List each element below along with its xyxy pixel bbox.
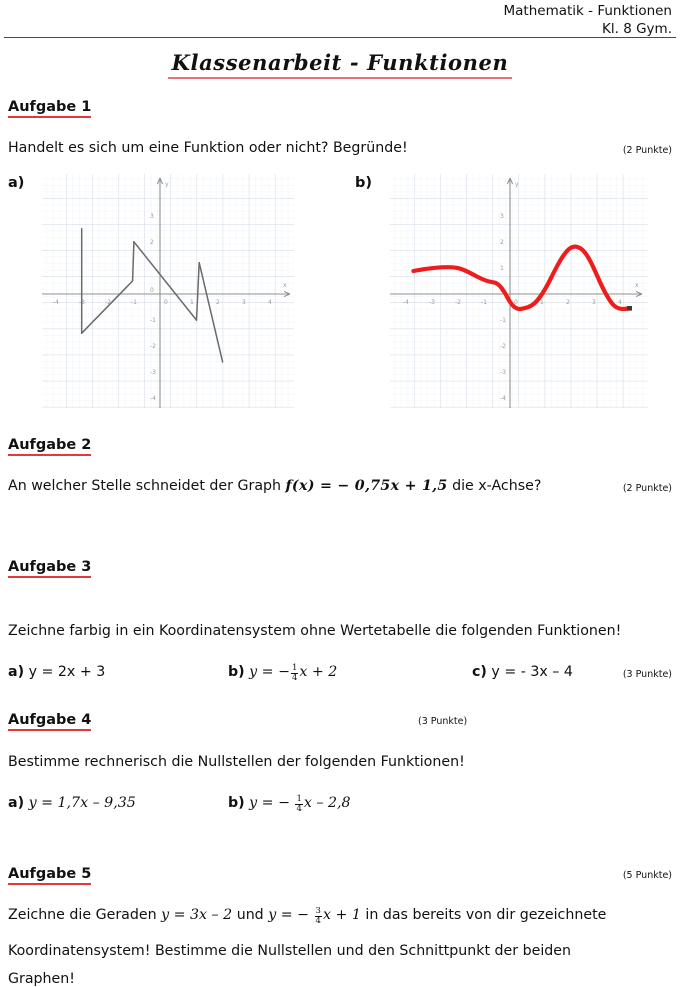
task-4-item-b-formula-post: x – 2,8 bbox=[303, 795, 351, 812]
task-3-item-a bbox=[8, 664, 105, 680]
svg-text:-3: -3 bbox=[150, 369, 156, 376]
task-5-line1-pre: Zeichne die Geraden bbox=[8, 907, 162, 924]
task-5-line-1 bbox=[8, 907, 606, 925]
graph-b-svg bbox=[388, 172, 650, 410]
document-header bbox=[504, 2, 673, 38]
svg-text:0: 0 bbox=[514, 299, 518, 306]
task-3-item-b bbox=[228, 664, 337, 682]
task-3-item-a-formula: y = 2x + 3 bbox=[28, 664, 106, 680]
task-5-points: (5 Punkte) bbox=[622, 870, 672, 881]
fraction-denominator: 4 bbox=[315, 915, 321, 926]
task-3-item-b-label: b) bbox=[228, 664, 245, 681]
fraction-numerator: 3 bbox=[315, 906, 321, 916]
task-4-item-a-label: a) bbox=[8, 795, 25, 811]
svg-text:1: 1 bbox=[540, 299, 544, 306]
svg-text:3: 3 bbox=[242, 299, 246, 306]
svg-text:-3: -3 bbox=[79, 299, 85, 306]
graph-b-endpoint-marker bbox=[627, 306, 632, 311]
task-1-points: (2 Punkte) bbox=[622, 145, 672, 156]
page-title-wrap bbox=[0, 50, 680, 78]
svg-text:1: 1 bbox=[190, 299, 194, 306]
task-3-item-b-formula-pre: y = − bbox=[249, 664, 290, 681]
task-4-item-b-fraction bbox=[295, 795, 302, 813]
fraction-denominator: 4 bbox=[291, 672, 298, 683]
svg-text:-2: -2 bbox=[500, 343, 506, 350]
task-4-item-b-formula-pre: y = − bbox=[249, 795, 295, 812]
task-5-fraction bbox=[315, 907, 322, 925]
graph-a bbox=[40, 172, 296, 410]
fraction-numerator: 1 bbox=[291, 663, 298, 673]
svg-text:0: 0 bbox=[150, 287, 154, 294]
svg-text:1: 1 bbox=[500, 265, 504, 272]
svg-text:y: y bbox=[515, 181, 519, 188]
svg-text:-2: -2 bbox=[455, 299, 461, 306]
svg-text:2: 2 bbox=[150, 239, 154, 246]
task-2-points: (2 Punkte) bbox=[622, 483, 672, 494]
svg-text:2: 2 bbox=[500, 239, 504, 246]
graph-b bbox=[388, 172, 650, 410]
task-3-item-c-label: c) bbox=[472, 664, 487, 680]
task-2-formula: f(x) = − 0,75x + 1,5 bbox=[285, 478, 448, 494]
svg-text:x: x bbox=[283, 282, 287, 289]
task-3-item-b-formula-post: x + 2 bbox=[299, 664, 338, 681]
svg-text:3: 3 bbox=[500, 213, 504, 220]
task-4-prompt: Bestimme rechnerisch die Nullstellen der folgenden Funktionen! bbox=[8, 754, 465, 770]
task-4-item-b-label: b) bbox=[228, 795, 245, 812]
task-3-points: (3 Punkte) bbox=[622, 669, 672, 680]
svg-text:-1: -1 bbox=[500, 317, 506, 324]
task-2-prompt-post: die x-Achse? bbox=[447, 478, 542, 494]
svg-text:0: 0 bbox=[500, 287, 504, 294]
page-title: Klassenarbeit - Funktionen bbox=[168, 50, 513, 78]
svg-text:-2: -2 bbox=[150, 343, 156, 350]
svg-text:-1: -1 bbox=[150, 317, 156, 324]
task-5-line1-mid: und bbox=[232, 907, 269, 924]
svg-text:-4: -4 bbox=[403, 299, 409, 306]
graph-b-label: b) bbox=[355, 175, 373, 191]
header-subject: Mathematik - Funktionen bbox=[503, 3, 672, 19]
header-divider bbox=[4, 37, 676, 38]
task-5-line-3: Graphen! bbox=[8, 971, 75, 987]
task-heading-3: Aufgabe 3 bbox=[8, 559, 91, 578]
svg-text:-4: -4 bbox=[53, 299, 59, 306]
svg-text:x: x bbox=[635, 282, 639, 289]
task-heading-5: Aufgabe 5 bbox=[8, 866, 91, 885]
task-5-line1-post: in das bereits von dir gezeichnete bbox=[360, 907, 607, 924]
svg-text:-1: -1 bbox=[131, 299, 137, 306]
task-5-line-2: Koordinatensystem! Bestimme die Nullstellen und den Schnittpunkt der beiden bbox=[8, 943, 572, 959]
task-2-prompt-pre: An welcher Stelle schneidet der Graph bbox=[8, 478, 286, 494]
svg-text:-4: -4 bbox=[150, 395, 156, 402]
graph-a-svg bbox=[40, 172, 296, 410]
task-3-item-c-formula: y = - 3x – 4 bbox=[491, 664, 573, 680]
task-4-item-a bbox=[8, 795, 136, 811]
svg-text:-2: -2 bbox=[105, 299, 111, 306]
svg-text:4: 4 bbox=[618, 299, 622, 306]
svg-text:3: 3 bbox=[592, 299, 596, 306]
header-class: Kl. 8 Gym. bbox=[602, 21, 672, 38]
svg-text:-3: -3 bbox=[429, 299, 435, 306]
task-3-prompt: Zeichne farbig in ein Koordinatensystem ohne Wertetabelle die folgenden Funktionen! bbox=[8, 623, 622, 639]
fraction-numerator: 1 bbox=[296, 794, 302, 804]
task-4-item-b bbox=[228, 795, 351, 813]
task-3-item-a-label: a) bbox=[8, 664, 25, 680]
svg-text:-1: -1 bbox=[481, 299, 487, 306]
svg-text:4: 4 bbox=[268, 299, 272, 306]
task-4-item-a-formula: y = 1,7x – 9,35 bbox=[28, 795, 136, 811]
task-2-prompt bbox=[8, 478, 541, 494]
svg-text:2: 2 bbox=[216, 299, 220, 306]
svg-text:2: 2 bbox=[566, 299, 570, 306]
svg-text:y: y bbox=[165, 181, 169, 188]
svg-text:3: 3 bbox=[150, 213, 154, 220]
task-heading-1: Aufgabe 1 bbox=[8, 99, 91, 118]
task-4-points: (3 Punkte) bbox=[418, 716, 468, 727]
task-3-item-c bbox=[472, 664, 573, 680]
svg-text:-4: -4 bbox=[500, 395, 506, 402]
graph-a-label: a) bbox=[8, 175, 25, 191]
task-5-formula-2-post: x + 1 bbox=[322, 907, 361, 924]
fraction-denominator: 4 bbox=[296, 803, 302, 814]
task-5-formula-1: y = 3x – 2 bbox=[161, 907, 233, 924]
svg-text:-3: -3 bbox=[500, 369, 506, 376]
task-5-formula-2-pre: y = − bbox=[268, 907, 314, 924]
task-3-item-b-fraction bbox=[291, 664, 298, 682]
task-1-prompt: Handelt es sich um eine Funktion oder nicht? Begründe! bbox=[8, 140, 408, 156]
task-heading-2: Aufgabe 2 bbox=[8, 437, 91, 456]
task-heading-4: Aufgabe 4 bbox=[8, 712, 91, 731]
svg-text:0: 0 bbox=[164, 299, 168, 306]
